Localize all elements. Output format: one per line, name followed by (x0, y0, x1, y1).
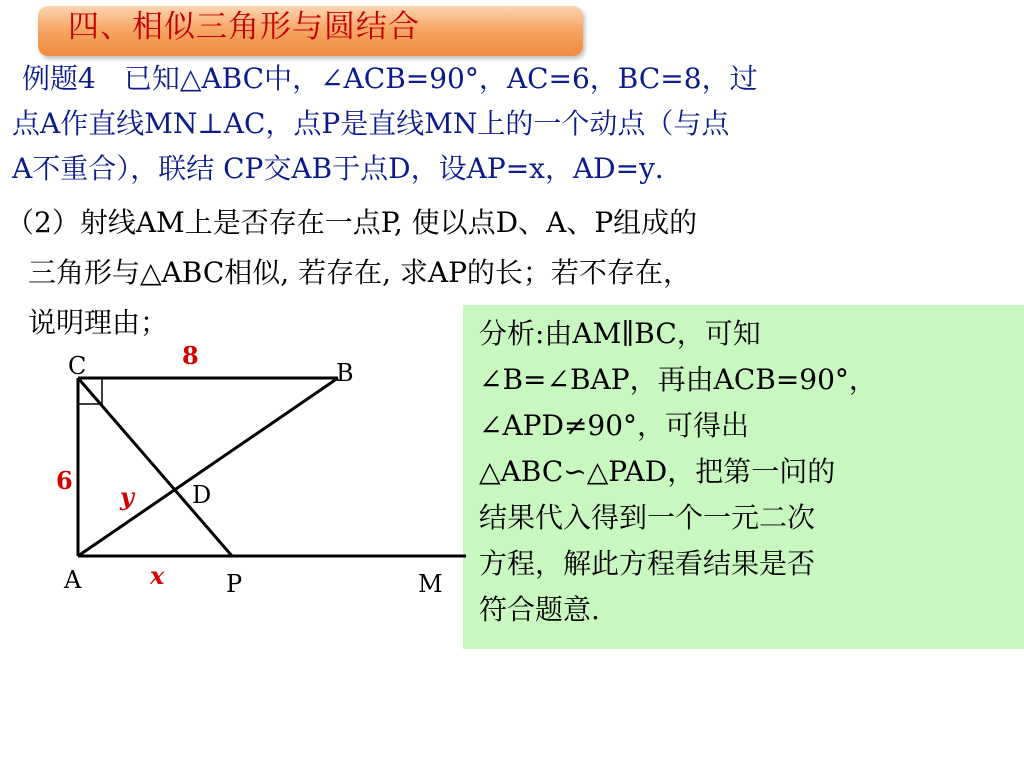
analysis-box (463, 305, 1024, 649)
question-2-line-3: 说明理由； (28, 306, 169, 339)
label-point-d: D (192, 481, 212, 509)
analysis-line-2: ∠B=∠BAP，再由ACB=90°， (479, 363, 877, 396)
label-ap-x: x (150, 561, 165, 590)
label-point-m: M (418, 570, 443, 598)
label-bc-length: 8 (182, 341, 199, 370)
analysis-line-3: ∠APD≠90°，可得出 (479, 409, 750, 442)
analysis-line-4: △ABC∽△PAD，把第一问的 (479, 455, 836, 488)
problem-line-2: 点A作直线MN⊥AC，点P是直线MN上的一个动点（与点 (12, 107, 730, 140)
label-point-a: A (64, 566, 82, 594)
analysis-line-1: 分析:由AM∥BC，可知 (479, 317, 761, 350)
analysis-line-6: 方程，解此方程看结果是否 (479, 547, 816, 580)
label-ac-length: 6 (56, 466, 73, 495)
label-point-b: B (336, 359, 354, 387)
problem-line-1: 例题4 已知△ABC中，∠ACB=90°，AC=6，BC=8，过 (22, 62, 758, 95)
geometry-diagram (0, 330, 470, 610)
section-title: 四、相似三角形与圆结合 (68, 9, 420, 45)
problem-line-3: A不重合），联结 CP交AB于点D，设AP=x，AD=y． (12, 152, 683, 185)
question-2-line-1: （2）射线AM上是否存在一点P, 使以点D、A、P组成的 (6, 206, 698, 239)
question-2-line-2: 三角形与△ABC相似, 若存在, 求AP的长；若不存在， (28, 256, 691, 289)
label-ad-y: y (120, 482, 134, 511)
analysis-line-5: 结果代入得到一个一元二次 (479, 501, 816, 534)
label-point-p: P (226, 570, 243, 598)
problem-statement (12, 56, 1012, 191)
analysis-line-7: 符合题意. (479, 593, 600, 626)
label-point-c: C (68, 352, 87, 380)
